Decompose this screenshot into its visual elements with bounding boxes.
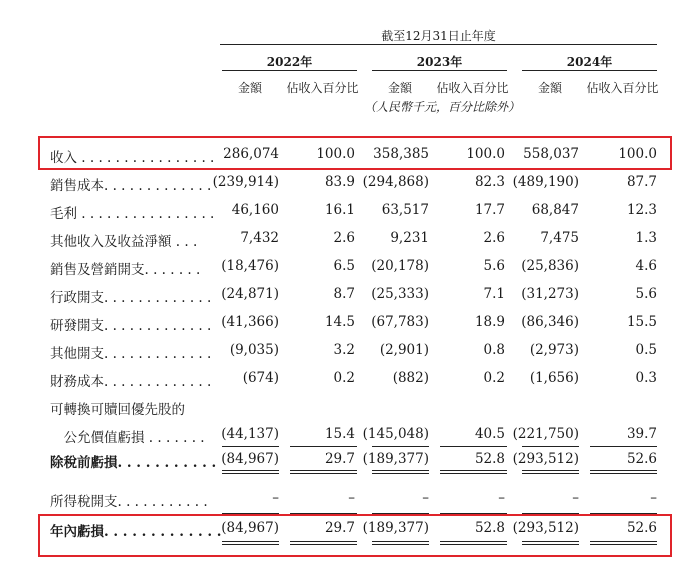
- col-amount-2023: 金額: [387, 81, 412, 95]
- pretax-double-rule: [522, 473, 579, 474]
- cell-percent: 52.6: [626, 520, 657, 536]
- cell-amount: –: [572, 490, 579, 506]
- cell-amount: (20,178): [371, 258, 429, 274]
- cell-percent: 0.3: [635, 370, 657, 386]
- cell-percent: 2.6: [483, 230, 505, 246]
- pretax-double-rule: [222, 473, 279, 474]
- cell-amount: (9,035): [229, 342, 279, 358]
- cell-percent: 100.0: [618, 146, 657, 162]
- subtotal-rule: [440, 446, 507, 447]
- col-pct-2024: 佔收入百分比: [586, 81, 659, 95]
- cell-percent: 1.3: [635, 230, 657, 246]
- year-rule-2023: [372, 70, 507, 71]
- cell-percent: 39.7: [626, 426, 657, 442]
- cell-amount: (31,273): [521, 286, 579, 302]
- cell-percent: 14.5: [324, 314, 355, 330]
- cell-percent: 29.7: [324, 451, 355, 467]
- subtotal-rule: [590, 446, 657, 447]
- row-label: 收入 . . . . . . . . . . . . . . . .: [50, 150, 215, 166]
- cell-amount: (1,656): [529, 370, 579, 386]
- cell-amount: 63,517: [381, 202, 429, 218]
- pretax-double-rule: [290, 473, 357, 474]
- cell-percent: 29.7: [324, 520, 355, 536]
- year-rule-2024: [522, 70, 657, 71]
- cell-amount: (489,190): [512, 174, 579, 190]
- cell-amount: 286,074: [223, 146, 279, 162]
- cell-amount: (294,868): [362, 174, 429, 190]
- row-label: 銷售成本. . . . . . . . . . . . .: [50, 178, 212, 194]
- year-2024: 2024年: [566, 55, 613, 69]
- cell-percent: 87.7: [626, 174, 657, 190]
- cell-amount: –: [422, 490, 429, 506]
- pretax-double-rule: [522, 470, 579, 471]
- pretax-double-rule: [372, 473, 429, 474]
- cell-amount: (25,333): [371, 286, 429, 302]
- row-label: 可轉換可贖回優先股的: [50, 402, 185, 418]
- cell-percent: 100.0: [466, 146, 505, 162]
- cell-percent: 4.6: [635, 258, 657, 274]
- cell-percent: 15.5: [626, 314, 657, 330]
- pretax-double-rule: [290, 470, 357, 471]
- subtotal-rule: [522, 446, 579, 447]
- cell-percent: 12.3: [626, 202, 657, 218]
- cell-amount: (189,377): [362, 451, 429, 467]
- cell-amount: (84,967): [221, 451, 279, 467]
- row-label: 其他收入及收益淨額 . . .: [50, 234, 198, 250]
- year-2022: 2022年: [266, 55, 313, 69]
- col-amount-2024: 金額: [537, 81, 562, 95]
- pretax-double-rule: [440, 470, 507, 471]
- cell-amount: (84,967): [221, 520, 279, 536]
- cell-percent: 17.7: [474, 202, 505, 218]
- cell-percent: 0.5: [635, 342, 657, 358]
- cell-percent: –: [498, 490, 505, 506]
- cell-percent: 3.2: [333, 342, 355, 358]
- cell-percent: 18.9: [474, 314, 505, 330]
- cell-percent: 52.6: [626, 451, 657, 467]
- cell-percent: 52.8: [474, 451, 505, 467]
- pretax-double-rule: [372, 470, 429, 471]
- row-label: 所得稅開支. . . . . . . . . . .: [50, 494, 208, 510]
- cell-percent: 7.1: [483, 286, 505, 302]
- cell-amount: (25,836): [521, 258, 579, 274]
- subtotal-rule: [222, 446, 279, 447]
- cell-amount: (86,346): [521, 314, 579, 330]
- row-label: 年內虧損. . . . . . . . . . . . .: [50, 524, 222, 540]
- cell-amount: (674): [242, 370, 279, 386]
- cell-amount: (67,783): [371, 314, 429, 330]
- year-rule-2022: [222, 70, 357, 71]
- row-label: 其他開支. . . . . . . . . . . . .: [50, 346, 212, 362]
- cell-percent: 5.6: [635, 286, 657, 302]
- cell-percent: 82.3: [474, 174, 505, 190]
- header-rule-top: [220, 44, 657, 45]
- highlight-loss-row: [38, 514, 672, 557]
- cell-amount: (44,137): [221, 426, 279, 442]
- row-label: 除稅前虧損. . . . . . . . . . .: [50, 455, 217, 471]
- cell-percent: –: [650, 490, 657, 506]
- cell-percent: 0.8: [483, 342, 505, 358]
- cell-amount: (145,048): [362, 426, 429, 442]
- cell-percent: 0.2: [483, 370, 505, 386]
- cell-percent: –: [348, 490, 355, 506]
- cell-percent: 15.4: [324, 426, 355, 442]
- cell-amount: (189,377): [362, 520, 429, 536]
- cell-percent: 8.7: [333, 286, 355, 302]
- pretax-double-rule: [590, 473, 657, 474]
- cell-amount: (41,366): [221, 314, 279, 330]
- col-pct-2023: 佔收入百分比: [436, 81, 509, 95]
- year-2023: 2023年: [416, 55, 463, 69]
- row-label: 行政開支. . . . . . . . . . . . .: [50, 290, 212, 306]
- cell-percent: 100.0: [316, 146, 355, 162]
- cell-percent: 40.5: [474, 426, 505, 442]
- cell-amount: 558,037: [523, 146, 579, 162]
- cell-amount: 9,231: [390, 230, 429, 246]
- cell-amount: 46,160: [231, 202, 279, 218]
- cell-amount: (293,512): [512, 451, 579, 467]
- unit-note: （人民幣千元，百分比除外）: [363, 100, 520, 114]
- cell-percent: 0.2: [333, 370, 355, 386]
- row-label: 公允價值虧損 . . . . . . .: [50, 430, 205, 446]
- cell-amount: (2,973): [529, 342, 579, 358]
- cell-percent: 2.6: [333, 230, 355, 246]
- cell-amount: 7,432: [240, 230, 279, 246]
- row-label: 毛利 . . . . . . . . . . . . . . . .: [50, 206, 215, 222]
- cell-amount: 7,475: [540, 230, 579, 246]
- cell-amount: (221,750): [512, 426, 579, 442]
- cell-percent: 5.6: [483, 258, 505, 274]
- cell-amount: 68,847: [531, 202, 579, 218]
- pretax-double-rule: [590, 470, 657, 471]
- cell-amount: –: [272, 490, 279, 506]
- cell-percent: 16.1: [324, 202, 355, 218]
- cell-amount: (18,476): [221, 258, 279, 274]
- row-label: 銷售及營銷開支. . . . . . .: [50, 262, 201, 278]
- cell-percent: 83.9: [324, 174, 355, 190]
- cell-amount: (2,901): [379, 342, 429, 358]
- cell-amount: (24,871): [221, 286, 279, 302]
- period-title: 截至12月31日止年度: [381, 29, 496, 43]
- col-pct-2022: 佔收入百分比: [286, 81, 359, 95]
- cell-amount: (239,914): [212, 174, 279, 190]
- row-label: 財務成本. . . . . . . . . . . . .: [50, 374, 212, 390]
- subtotal-rule: [290, 446, 357, 447]
- row-label: 研發開支. . . . . . . . . . . . .: [50, 318, 212, 334]
- cell-amount: (882): [392, 370, 429, 386]
- highlight-revenue-row: [38, 136, 672, 170]
- subtotal-rule: [372, 446, 429, 447]
- cell-percent: 6.5: [333, 258, 355, 274]
- pretax-double-rule: [222, 470, 279, 471]
- cell-percent: 52.8: [474, 520, 505, 536]
- pretax-double-rule: [440, 473, 507, 474]
- cell-amount: 358,385: [373, 146, 429, 162]
- col-amount-2022: 金額: [237, 81, 262, 95]
- cell-amount: (293,512): [512, 520, 579, 536]
